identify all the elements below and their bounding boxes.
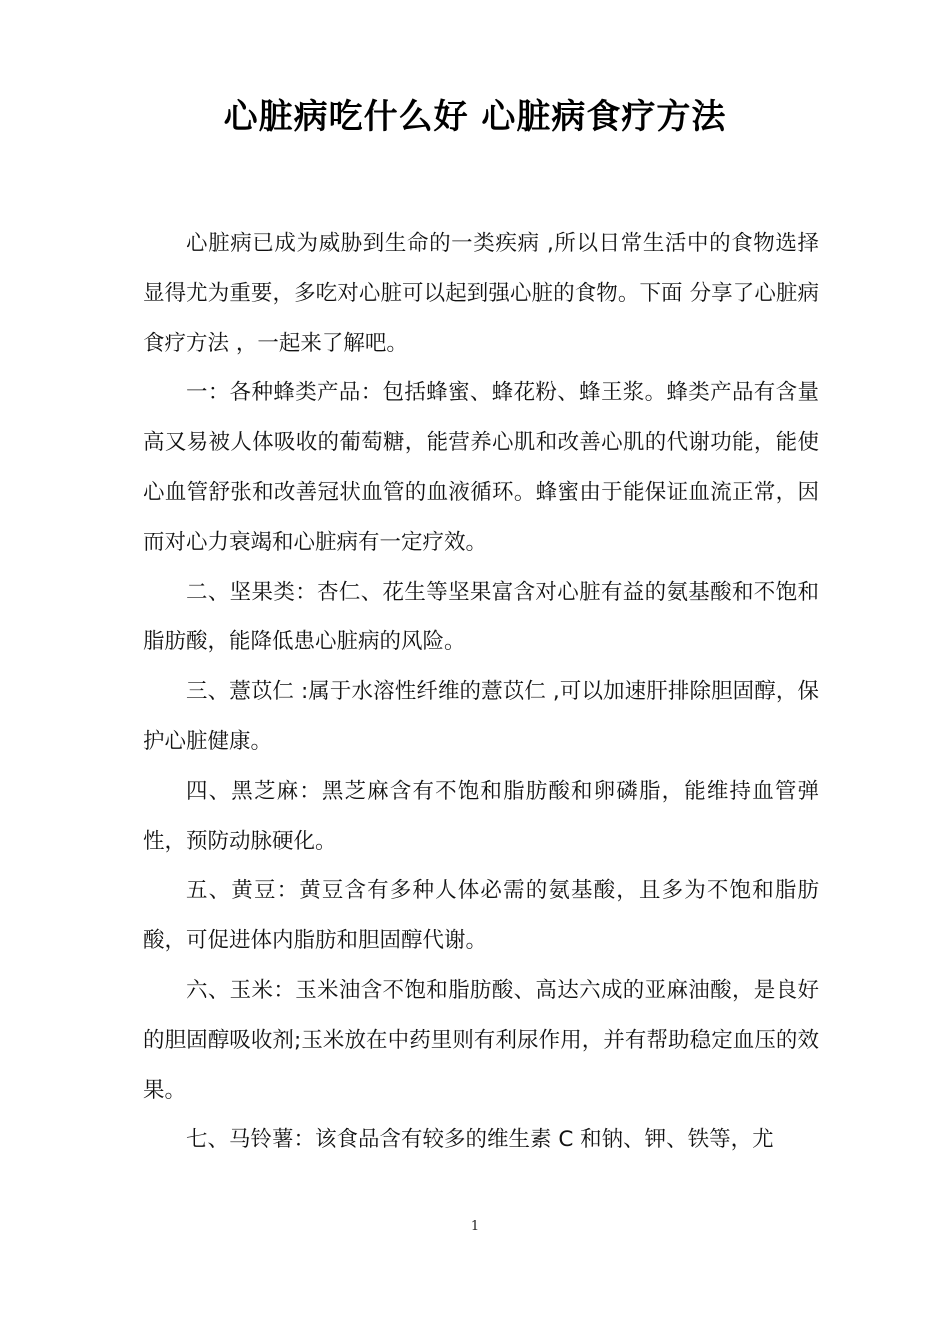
- paragraph-nuts: 二、坚果类：杏仁、花生等坚果富含对心脏有益的氨基酸和不饱和脂肪酸，能降低患心脏病的风险。: [143, 579, 819, 655]
- page-number: 1: [470, 1219, 480, 1234]
- page-title: 心脏病吃什么好 心脏病食疗方法: [223, 97, 727, 137]
- paragraph-corn: 六、玉米：玉米油含不饱和脂肪酸、高达六成的亚麻油酸，是良好的胆固醇吸收剂;玉米放在中药里则有利尿作用，并有帮助稳定血压的效果。: [143, 977, 819, 1103]
- paragraph-intro: 心脏病已成为威胁到生命的一类疾病 ,所以日常生活中的食物选择显得尤为重要，多吃对心脏可以起到强心脏的食物。下面 分享了心脏病食疗方法 ，一起来了解吧。: [143, 231, 819, 356]
- paragraph-coix-seed: 三、薏苡仁 :属于水溶性纤维的薏苡仁 ,可以加速肝排除胆固醇，保护心脏健康。: [143, 679, 819, 754]
- paragraph-potato: 七、马铃薯：该食品含有较多的维生素 C 和钠、钾、铁等，尤: [186, 1127, 774, 1153]
- paragraph-black-sesame: 四、黑芝麻：黑芝麻含有不饱和脂肪酸和卵磷脂，能维持血管弹性，预防动脉硬化。: [143, 778, 819, 854]
- paragraph-soybean: 五、黄豆：黄豆含有多种人体必需的氨基酸，且多为不饱和脂肪酸，可促进体内脂肪和胆固醇代谢。: [143, 878, 819, 954]
- paragraph-bee-products: 一：各种蜂类产品：包括蜂蜜、蜂花粉、蜂王浆。蜂类产品有含量高又易被人体吸收的葡萄糖，能营养心肌和改善心肌的代谢功能，能使心血管舒张和改善冠状血管的血液循环。蜂蜜由于能保证血流正常，因而对心力衰竭和心脏病有一定疗效。: [143, 380, 819, 555]
- article-body: [143, 219, 819, 1165]
